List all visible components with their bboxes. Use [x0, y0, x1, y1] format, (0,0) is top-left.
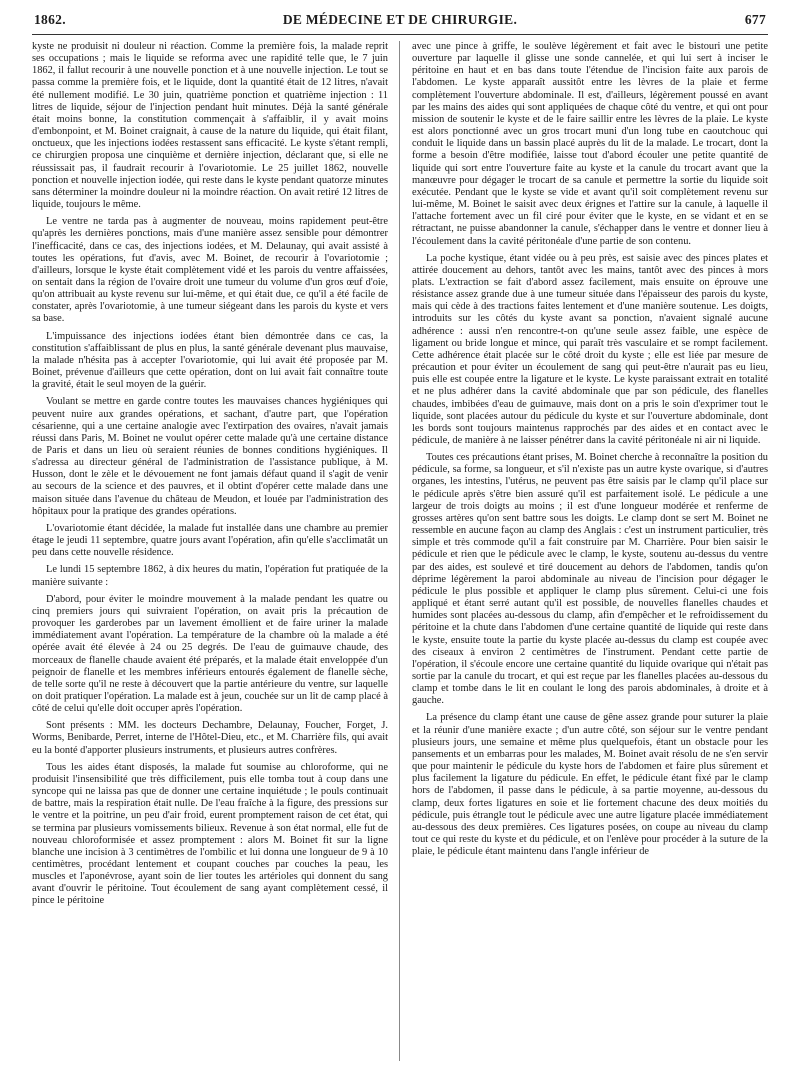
paragraph: kyste ne produisit ni douleur ni réaction. Comme la première fois, la malade reprit ses occupations ; mais le liquide se reforma avec une rapidité telle que, le 7 juin 1862, il fallut recourir à une nouvelle ponction et à une nouvelle injection. Le tout se passa comme la première fois, et le liquide, dont la quantité était de 12 litres, n'avait été nullement modifié. Le 30 juin, quatrième ponction et quatrième injection : 11 litres de liquide, séjour de l'injection pendant huit minutes. Déjà la santé générale était moins bonne, la constitution commençait à s'affaiblir, il y avait moins d'embonpoint, et M. Boinet craignait, à cause de la nature du liquide, qui était filant, onctueux, que les injections iodées restassent sans efficacité. Le kyste s'étant rempli, ce chirurgien proposa une cinquième et dernière injection, déclarant que, si elle ne réussissait pas, il faudrait recourir à l'ovariotomie. Le 25 juillet 1862, nouvelle ponction et nouvelle injection iodée, qui reste dans le kyste pendant quatorze minutes sans déterminer la moindre douleur ni la moindre réaction. On avait retiré 12 litres de liquide, toujours le même.: [32, 41, 388, 211]
paragraph: L'ovariotomie étant décidée, la malade fut installée dans une chambre au premier étage le jeudi 11 septembre, quatre jours avant l'opération, afin qu'elle s'acclimatât un peu dans cette nouvelle résidence.: [32, 522, 388, 559]
paragraph: Toutes ces précautions étant prises, M. Boinet cherche à reconnaître la position du pédicule, sa forme, sa longueur, et s'il n'existe pas un autre kyste ovarique, si d'autres organes, les intestins, l'utérus, ne peuvent pas être saisis par le clamp qu'il place sur le pédicule après s'être bien assuré qu'il est parfaitement isolé. Le pédicule a une largeur de trois doigts au moins ; il est d'une longueur modérée et renferme de grosses artères qu'on sent battre sous les doigts. Le clamp dont se sert M. Boinet ne ressemble en aucune façon au clamp des Anglais : c'est un instrument particulier, très simple et très commode qu'il a fait construire par M. Charrière. Pour bien saisir le pédicule et rien que le pédicule avec le clamp, le kyste, soutenu au-dessus du ventre par des aides, est soulevé et tiré doucement au dehors de l'abdomen, tandis qu'on déprime légèrement la paroi abdominale au niveau de l'incision pour dégager le pédicule le plus possible et appliquer le clamp plus sûrement. Celui-ci une fois appliqué et étant serré autant qu'il est possible, de nouvelles flanelles chaudes et humides sont placées au-dessous du clamp, afin d'empêcher et le refroidissement du péritoine et la chute dans l'abdomen d'une certaine quantité de liquide qui reste dans le kyste, ensuite toute la partie du kyste placée au-dessus du clamp est coupée avec des ciseaux à environ 2 centimètres de l'instrument. Pendant cette partie de l'opération, il s'écoule encore une certaine quantité du liquide ovarique qui n'était pas sortie par la canule du trocart, et qui est reçue par les flanelles placées au-dessous du clamp et tombe dans le lit en coulant le long des parois abdominales, à droite et à gauche.: [412, 452, 768, 707]
paragraph: La poche kystique, étant vidée ou à peu près, est saisie avec des pinces plates et attirée doucement au dehors, tantôt avec les mains, tantôt avec des pinces à mors plats. L'extraction se fait d'abord assez facilement, mais ensuite on éprouve une résistance assez grande due à une tumeur située dans l'épaisseur des parois du kyste, mais qui cède à des tractions faites lentement et d'une manière soutenue. Les doigts, introduits sur les côtés du kyste avant sa ponction, n'avaient signalé aucune adhérence : aussi n'en rencontre-t-on qu'une seule assez faible, une espèce de ligament ou bride longue et mince, qui paraît très vasculaire et se rompt facilement. Cette adhérence était placée sur le côté droit du kyste ; elle est liée par mesure de précaution et pour éviter un écoulement de sang qui peut-être n'aurait pas eu lieu, puis elle est coupée entre la ligature et le kyste. Le kyste paraissant extrait en totalité et ne plus adhérer dans la cavité abdominale que par son pédicule, des flanelles chaudes, imbibées d'eau de guimauve, mais dont on a pris le soin d'exprimer tout le liquide, sont placées autour du pédicule du kyste et sur l'ouverture abdominale, dont les bords sont toujours maintenus rapprochés par des aides et en contact avec le pédicule, de manière à ne laisser pénétrer dans la cavité péritonéale ni air ni liquide.: [412, 252, 768, 446]
paragraph: avec une pince à griffe, le soulève légèrement et fait avec le bistouri une petite ouverture par laquelle il glisse une sonde cannelée, et qui lui sert à inciser le péritoine en haut et en bas dans toute l'étendue de l'incision faite aux parois de l'abdomen. Le kyste apparaît aussitôt entre les lèvres de la plaie et ferme complètement l'ouverture abdominale. Il est, d'ailleurs, légèrement poussé en avant par les mains des aides qui sont appliquées de chaque côté du ventre, et qui ont pour mission de soutenir le kyste et de le faire saillir entre les lèvres de la plaie. Le kyste est alors ponctionné avec un gros trocart muni d'un long tube en caoutchouc qui conduit le liquide dans un bassin placé auprès du lit de la malade. Le trocart, dont la forme a besoin d'être modifiée, laisse tout d'abord écouler une petite quantité de liquide qui sort entre l'ouverture faite au kyste et la canule du trocart avant que la manœuvre pour dégager le trocart de sa canule et permettre la sortie du liquide soit exécutée. Pendant que le kyste se vide et avant qu'il soit complètement revenu sur lui-même, M. Boinet le saisit avec deux érignes et l'attire sur la canule, à laquelle il l'attache fortement avec un fil ciré pour éviter que le kyste, en se vidant et en se rétractant, ne puisse abandonner la canule, s'échapper dans le ventre et donner lieu à l'écoulement dans la cavité péritonéale d'une partie de son contenu.: [412, 41, 768, 247]
paragraph: Le ventre ne tarda pas à augmenter de nouveau, moins rapidement peut-être qu'après les dernières ponctions, mais d'une manière assez sensible pour démontrer l'inefficacité, dans ce cas, des injections iodées, et M. Delaunay, qui avait assisté à toutes les opérations, fut d'avis, avec M. Boinet, de recourir à l'ovariotomie ; d'ailleurs, lorsque le kyste était complètement vidé et les parois du ventre affaissées, on sentait dans la région de l'ovaire droit une tumeur du volume d'un gros œuf d'oie, qu'on attribuait au kyste revenu sur lui-même, et qui était due, ce qu'il a été facile de constater, après l'ovariotomie, à une tumeur siégeant dans les parois du kyste et vers sa base.: [32, 216, 388, 325]
paragraph: Voulant se mettre en garde contre toutes les mauvaises chances hygiéniques qui peuvent nuire aux grandes opérations, et sachant, d'autre part, que l'opération césarienne, qui a une certaine analogie avec l'extirpation des ovaires, n'avait jamais réussi dans Paris, M. Boinet ne voulut opérer cette malade qu'à une certaine distance de Paris et dans un lieu où seraient réunies de bonnes conditions hygiéniques. Il s'adressa au directeur général de l'administration de l'assistance publique, à M. Husson, dont le zèle et le dévouement ne font jamais défaut quand il s'agit de venir au secours de la science et des pauvres, et il obtint d'opérer cette malade dans une maison située dans l'avenue du château de Meudon, et louée par l'administration des hôpitaux pour la pratique des grandes opérations.: [32, 396, 388, 517]
running-header: [32, 8, 768, 35]
left-column: [32, 41, 388, 1081]
header-year: 1862.: [34, 12, 66, 27]
text-columns: [32, 41, 768, 1081]
paragraph: La présence du clamp étant une cause de gêne assez grande pour suturer la plaie et la réunir d'une manière exacte ; d'un autre côté, son séjour sur le ventre pendant plusieurs jours, une semaine et même plus quelquefois, étant un obstacle pour les pansements et un embarras pour les malades, M. Boinet avait résolu de ne s'en servir que pour maintenir le pédicule du kyste hors de l'abdomen et faire plus sûrement et plus facilement la ligature du pédicule. En effet, le pédicule étant fixé par le clamp hors de l'abdomen, il passe dans le pédicule, à sa partie moyenne, au-dessous du clamp, deux fortes ligatures en soie et lie fortement chacune des deux moitiés du pédicule, puis étrangle tout le pédicule avec une autre ligature placée immédiatement au-dessous des deux premières. Ces ligatures posées, on coupe au niveau du clamp tout ce qui reste du kyste et du pédicule, et on l'enlève pour procéder à la suture de la plaie, le pédicule étant maintenu dans l'angle inférieur de: [412, 712, 768, 858]
journal-page: [32, 8, 768, 1080]
paragraph: Tous les aides étant disposés, la malade fut soumise au chloroforme, qui ne produisit l'insensibilité que très difficilement, puis elle tomba tout à coup dans une syncope qui ne laissa pas que de donner une certaine inquiétude ; le pouls continuait de battre, mais la respiration était nulle. De l'eau fraîche à la figure, des pressions sur le ventre et la poitrine, un peu d'air froid, eurent promptement raison de cet état, qui se termina par plusieurs vomissements bilieux. Revenue à son état normal, elle fut de nouveau chloroformisée et assez promptement : alors M. Boinet fit sur la ligne blanche une incision à 3 centimètres de l'ombilic et lui donna une longueur de 9 à 10 centimètres, procédant lentement et coupant couches par couches la peau, les muscles et l'aponévrose, ayant soin de lier toutes les artérioles qui donnent du sang avant d'ouvrir le péritoine. Tout écoulement de sang ayant complètement cessé, il pince le péritoine: [32, 761, 388, 907]
column-divider: [399, 41, 400, 1061]
header-title: DE MÉDECINE ET DE CHIRURGIE.: [282, 12, 518, 27]
paragraph: Le lundi 15 septembre 1862, à dix heures du matin, l'opération fut pratiquée de la manière suivante :: [32, 564, 388, 588]
right-column: [412, 41, 768, 1081]
paragraph: Sont présents : MM. les docteurs Dechambre, Delaunay, Foucher, Forget, J. Worms, Benibarde, Perret, interne de l'Hôtel-Dieu, etc., et M. Charrière fils, qui avait eu la bonté d'apporter plusieurs instruments, et plusieurs autres confrères.: [32, 720, 388, 756]
page-number: 677: [744, 12, 766, 27]
paragraph: L'impuissance des injections iodées étant bien démontrée dans ce cas, la constitution s'affaiblissant de plus en plus, la santé générale devenant plus mauvaise, la malade n'hésita pas à accepter l'ovariotomie, qui lui avait été proposée par M. Boinet, prévenue d'ailleurs que cette opération, dont on lui avait fait connaître toute la gravité, était le seul moyen de la guérir.: [32, 330, 388, 391]
paragraph: D'abord, pour éviter le moindre mouvement à la malade pendant les quatre ou cinq premiers jours qui suivraient l'opération, on avait pris la précaution de provoquer les garderobes par un lavement émollient et de faire uriner la malade immédiatement avant l'opération. La température de la chambre où la malade a été opérée avait été élevée à 24 ou 25 degrés. De l'eau de guimauve chaude, des morceaux de flanelle chaude avaient été préparés, et la malade était enveloppée d'un peignoir de flanelle et les membres inférieurs entourés également de flanelle sèche, de telle sorte qu'il ne reste à découvert que la partie antérieure du ventre, sur laquelle on doit pratiquer l'opération. La malade est à jeun, couchée sur un lit de camp placé à côté de celui qu'elle doit occuper après l'opération.: [32, 593, 388, 715]
